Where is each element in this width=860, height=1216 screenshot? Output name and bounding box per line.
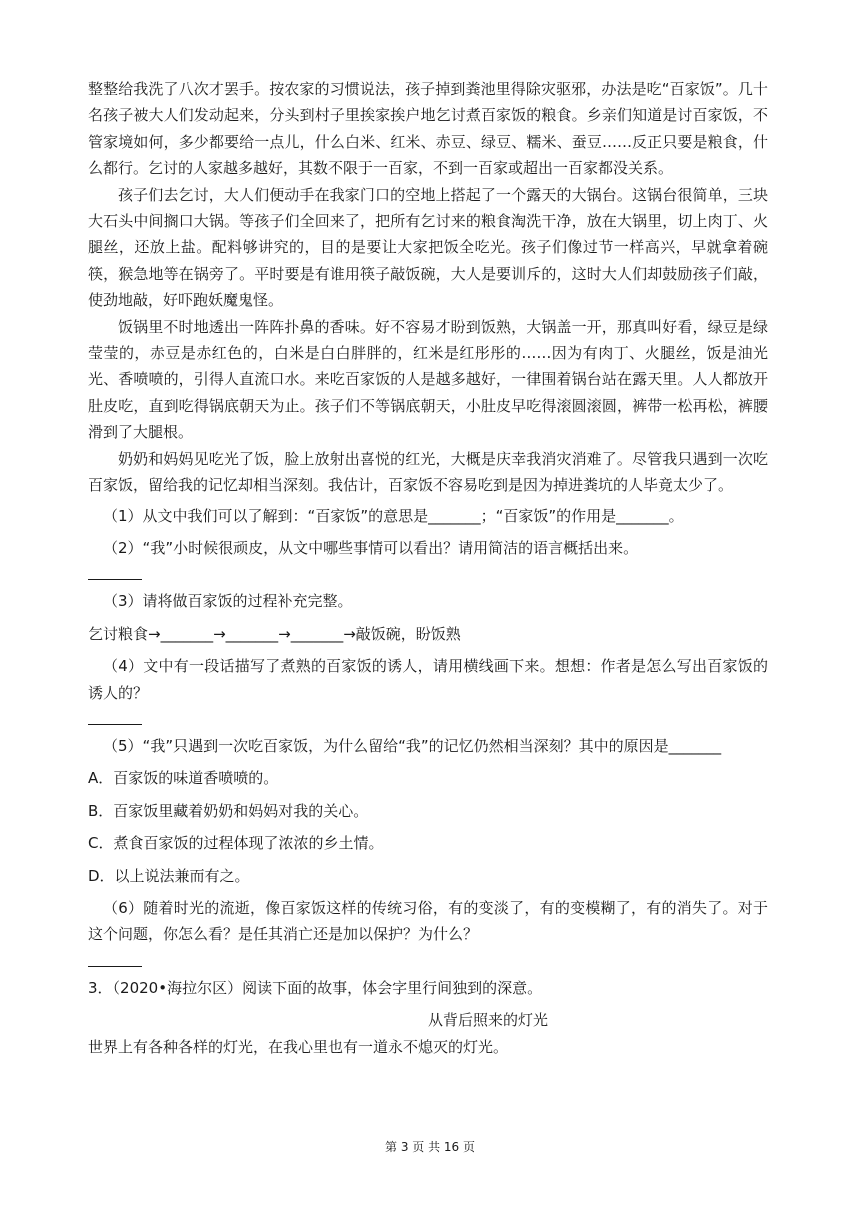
option-b: B．百家饭里藏着奶奶和妈妈对我的关心。 (88, 801, 369, 820)
question-3-flow: 乞讨粮食→_______→_______→_______→敲饭碗，盼饭熟 (88, 624, 461, 643)
question-1: （1）从文中我们可以了解到：“百家饭”的意思是_______；“百家饭”的作用是_______。 (103, 506, 684, 525)
passage-paragraph-3: 饭锅里不时地透出一阵阵扑鼻的香味。好不容易才盼到饭熟，大锅盖一开，那真叫好看，绿豆是绿莹莹的，赤豆是赤红色的，白米是白白胖胖的，红米是红彤彤的……因为有肉丁、火腿丝，饭是油光光、香喷喷的，引得人直流口水。来吃百家饭的人是越多越好，一律围着锅台站在露天里。人人都放开肚皮吃，直到吃得锅底朝天为止。孩子们不等锅底朝天，小肚皮早吃得滚圆滚圆，裤带一松再松，裤腰滑到了大腿根。 (88, 317, 768, 442)
answer-blank-2[interactable] (88, 561, 142, 580)
question-2: （2）“我”小时候很顽皮，从文中哪些事情可以看出？请用简洁的语言概括出来。 (103, 538, 639, 557)
question-4: （4）文中有一段话描写了煮熟的百家饭的诱人，请用横线画下来。想想：作者是怎么写出百家饭的诱人的？ (88, 657, 768, 702)
option-d: D．以上说法兼而有之。 (88, 866, 250, 885)
story-first-line: 世界上有各种各样的灯光，在我心里也有一道永不熄灭的灯光。 (88, 1037, 509, 1056)
question-6: （6）随着时光的流逝，像百家饭这样的传统习俗，有的变淡了，有的变模糊了，有的消失了。对于这个问题，你怎么看？是任其消亡还是加以保护？为什么？ (88, 898, 768, 944)
passage-paragraph-2: 孩子们去乞讨，大人们便动手在我家门口的空地上搭起了一个露天的大锅台。这锅台很简单，三块大石头中间搁口大锅。等孩子们全回来了，把所有乞讨来的粮食淘洗干净，放在大锅里，切上肉丁、火腿丝，还放上盐。配料够讲究的，目的是要让大家把饭全吃光。孩子们像过节一样高兴，早就拿着碗筷，猴急地等在锅旁了。平时要是有谁用筷子敲饭碗，大人是要训斥的，这时大人们却鼓励孩子们敲，使劲地敲，好吓跑妖魔鬼怪。 (88, 185, 768, 310)
answer-blank-6[interactable] (88, 948, 142, 967)
passage-paragraph-4: 奶奶和妈妈见吃光了饭，脸上放射出喜悦的红光，大概是庆幸我消灾消难了。尽管我只遇到一次吃百家饭，留给我的记忆却相当深刻。我估计，百家饭不容易吃到是因为掉进粪坑的人毕竟太少了。 (88, 449, 768, 495)
section-3-heading: 3．（2020•海拉尔区）阅读下面的故事，体会字里行间独到的深意。 (88, 978, 543, 997)
question-5: （5）“我”只遇到一次吃百家饭，为什么留给“我”的记忆仍然相当深刻？其中的原因是_______ (103, 736, 722, 755)
question-3: （3）请将做百家饭的过程补充完整。 (103, 592, 353, 611)
option-c: C．煮食百家饭的过程体现了浓浓的乡土情。 (88, 834, 384, 853)
answer-blank-4[interactable] (88, 706, 142, 725)
page-footer: 第 3 页 共 16 页 (385, 1140, 475, 1154)
passage-paragraph-1: 整整给我洗了八次才罢手。按农家的习惯说法，孩子掉到粪池里得除灾驱邪，办法是吃“百家饭”。几十名孩子被大人们发动起来，分头到村子里挨家挨户地乞讨煮百家饭的粮食。乡亲们知道是讨百家饭，不管家境如何，多少都要给一点儿，什么白米、红米、赤豆、绿豆、糯米、蚕豆……反正只要是粮食，什么都行。乞讨的人家越多越好，其数不限于一百家，不到一百家或超出一百家都没关系。 (88, 80, 768, 178)
story-title: 从背后照来的灯光 (427, 1011, 548, 1030)
option-a: A．百家饭的味道香喷喷的。 (88, 769, 279, 788)
page-content (88, 76, 768, 1060)
